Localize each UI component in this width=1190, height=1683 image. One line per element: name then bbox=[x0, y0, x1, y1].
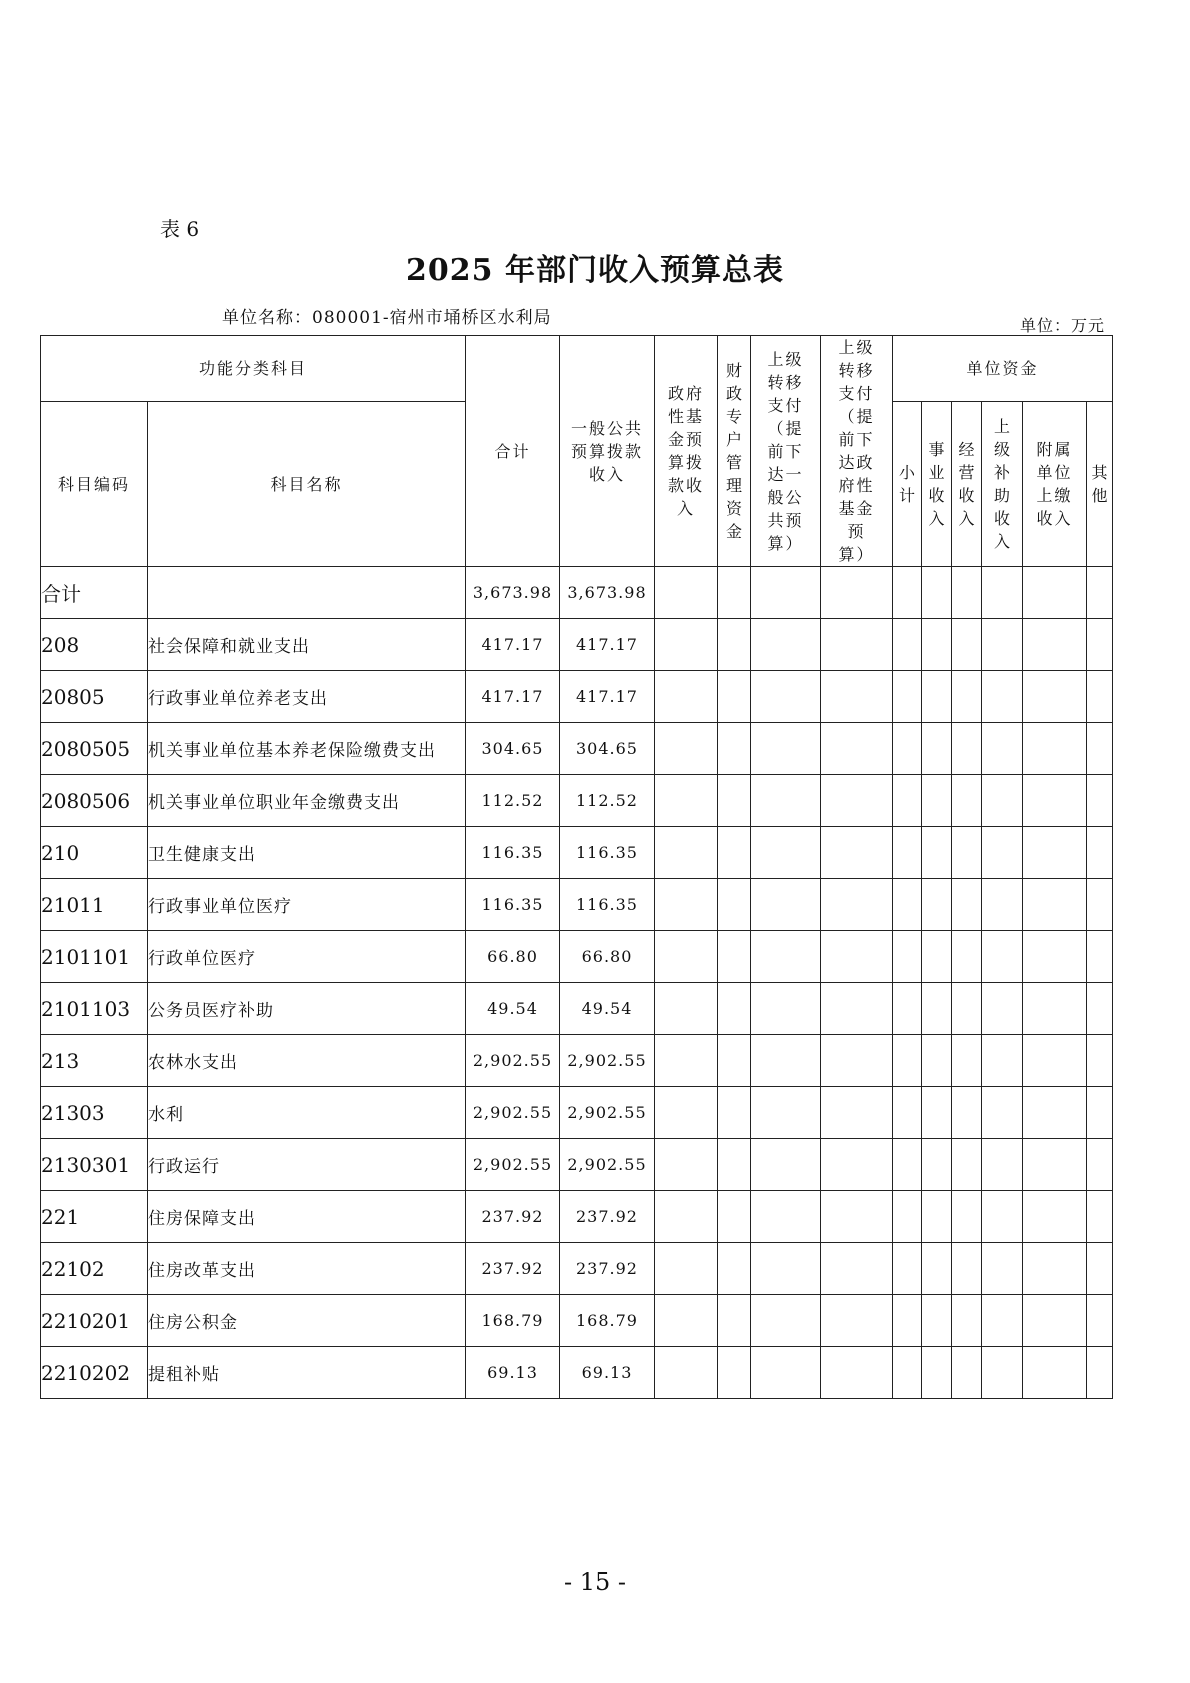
row-general-budget: 3,673.98 bbox=[560, 567, 655, 619]
row-code: 2210202 bbox=[41, 1347, 148, 1399]
empty-cell bbox=[821, 1087, 893, 1139]
row-name: 住房公积金 bbox=[148, 1295, 466, 1347]
row-general-budget: 237.92 bbox=[560, 1243, 655, 1295]
empty-cell bbox=[751, 1347, 821, 1399]
empty-cell bbox=[821, 671, 893, 723]
table-row bbox=[41, 671, 1113, 723]
empty-cell bbox=[982, 983, 1023, 1035]
empty-cell bbox=[982, 619, 1023, 671]
row-total: 417.17 bbox=[466, 619, 560, 671]
empty-cell bbox=[655, 1035, 718, 1087]
empty-cell bbox=[922, 827, 952, 879]
row-code: 210 bbox=[41, 827, 148, 879]
empty-cell bbox=[982, 567, 1023, 619]
row-code: 2101103 bbox=[41, 983, 148, 1035]
empty-cell bbox=[1023, 567, 1087, 619]
header-functional-category: 功能分类科目 bbox=[41, 336, 466, 402]
empty-cell bbox=[982, 671, 1023, 723]
header-other: 其他 bbox=[1087, 402, 1113, 567]
document-title: 2025 年部门收入预算总表 bbox=[406, 253, 784, 288]
table-row bbox=[41, 827, 1113, 879]
empty-cell bbox=[893, 1243, 922, 1295]
empty-cell bbox=[982, 1295, 1023, 1347]
empty-cell bbox=[1087, 1191, 1113, 1243]
header-unit-funds: 单位资金 bbox=[893, 336, 1113, 402]
empty-cell bbox=[893, 931, 922, 983]
row-code: 20805 bbox=[41, 671, 148, 723]
empty-cell bbox=[952, 671, 982, 723]
empty-cell bbox=[893, 879, 922, 931]
empty-cell bbox=[718, 1139, 751, 1191]
empty-cell bbox=[1023, 1087, 1087, 1139]
empty-cell bbox=[982, 1347, 1023, 1399]
unit-name: 单位名称：080001-宿州市埇桥区水利局 bbox=[222, 308, 552, 328]
empty-cell bbox=[982, 775, 1023, 827]
empty-cell bbox=[922, 1243, 952, 1295]
header-total: 合计 bbox=[466, 336, 560, 567]
row-name: 水利 bbox=[148, 1087, 466, 1139]
row-total: 237.92 bbox=[466, 1243, 560, 1295]
empty-cell bbox=[821, 879, 893, 931]
row-total: 66.80 bbox=[466, 931, 560, 983]
row-name: 行政单位医疗 bbox=[148, 931, 466, 983]
header-superior-subsidy: 上级补助收入 bbox=[982, 402, 1023, 567]
empty-cell bbox=[718, 1035, 751, 1087]
row-name: 提租补贴 bbox=[148, 1347, 466, 1399]
empty-cell bbox=[1023, 1035, 1087, 1087]
empty-cell bbox=[1087, 1347, 1113, 1399]
empty-cell bbox=[1087, 827, 1113, 879]
empty-cell bbox=[1023, 827, 1087, 879]
empty-cell bbox=[952, 931, 982, 983]
empty-cell bbox=[821, 723, 893, 775]
empty-cell bbox=[1087, 1295, 1113, 1347]
empty-cell bbox=[922, 879, 952, 931]
header-code: 科目编码 bbox=[41, 402, 148, 567]
row-name: 农林水支出 bbox=[148, 1035, 466, 1087]
empty-cell bbox=[922, 671, 952, 723]
empty-cell bbox=[982, 1243, 1023, 1295]
empty-cell bbox=[655, 1243, 718, 1295]
table-row bbox=[41, 723, 1113, 775]
empty-cell bbox=[1087, 983, 1113, 1035]
empty-cell bbox=[821, 1139, 893, 1191]
empty-cell bbox=[655, 827, 718, 879]
empty-cell bbox=[1023, 983, 1087, 1035]
empty-cell bbox=[1087, 723, 1113, 775]
empty-cell bbox=[718, 619, 751, 671]
empty-cell bbox=[952, 775, 982, 827]
header-operating-income: 经营收入 bbox=[952, 402, 982, 567]
table-row bbox=[41, 1035, 1113, 1087]
row-general-budget: 304.65 bbox=[560, 723, 655, 775]
header-gov-fund: 政府性基金预算拨款收入 bbox=[655, 336, 718, 567]
empty-cell bbox=[718, 983, 751, 1035]
empty-cell bbox=[952, 619, 982, 671]
row-name: 卫生健康支出 bbox=[148, 827, 466, 879]
header-transfer-fund: 上级转移支付（提前下达政府性基金预算） bbox=[821, 336, 893, 567]
empty-cell bbox=[1023, 931, 1087, 983]
empty-cell bbox=[952, 983, 982, 1035]
empty-cell bbox=[1087, 1035, 1113, 1087]
header-subtotal: 小计 bbox=[893, 402, 922, 567]
row-name: 机关事业单位职业年金缴费支出 bbox=[148, 775, 466, 827]
table-row bbox=[41, 1347, 1113, 1399]
empty-cell bbox=[821, 567, 893, 619]
empty-cell bbox=[922, 1347, 952, 1399]
empty-cell bbox=[982, 827, 1023, 879]
row-general-budget: 417.17 bbox=[560, 671, 655, 723]
empty-cell bbox=[982, 723, 1023, 775]
empty-cell bbox=[1023, 879, 1087, 931]
empty-cell bbox=[922, 1035, 952, 1087]
empty-cell bbox=[1087, 775, 1113, 827]
empty-cell bbox=[952, 1139, 982, 1191]
row-total: 116.35 bbox=[466, 827, 560, 879]
currency-unit: 单位：万元 bbox=[1020, 316, 1106, 335]
header-transfer-general: 上级转移支付（提前下达一般公共预算） bbox=[751, 336, 821, 567]
row-name: 公务员医疗补助 bbox=[148, 983, 466, 1035]
empty-cell bbox=[821, 1035, 893, 1087]
empty-cell bbox=[718, 1295, 751, 1347]
row-name: 行政事业单位医疗 bbox=[148, 879, 466, 931]
empty-cell bbox=[751, 1035, 821, 1087]
row-code: 合计 bbox=[41, 567, 148, 619]
empty-cell bbox=[1087, 1087, 1113, 1139]
empty-cell bbox=[718, 879, 751, 931]
empty-cell bbox=[751, 879, 821, 931]
row-code: 22102 bbox=[41, 1243, 148, 1295]
row-name: 行政事业单位养老支出 bbox=[148, 671, 466, 723]
empty-cell bbox=[821, 775, 893, 827]
empty-cell bbox=[751, 723, 821, 775]
row-total: 3,673.98 bbox=[466, 567, 560, 619]
row-name: 机关事业单位基本养老保险缴费支出 bbox=[148, 723, 466, 775]
empty-cell bbox=[718, 827, 751, 879]
table-row bbox=[41, 931, 1113, 983]
empty-cell bbox=[655, 931, 718, 983]
table-row bbox=[41, 775, 1113, 827]
empty-cell bbox=[922, 619, 952, 671]
empty-cell bbox=[952, 723, 982, 775]
empty-cell bbox=[655, 879, 718, 931]
table-row bbox=[41, 1087, 1113, 1139]
empty-cell bbox=[982, 1087, 1023, 1139]
empty-cell bbox=[952, 1243, 982, 1295]
row-general-budget: 237.92 bbox=[560, 1191, 655, 1243]
row-total: 49.54 bbox=[466, 983, 560, 1035]
empty-cell bbox=[952, 1295, 982, 1347]
empty-cell bbox=[952, 567, 982, 619]
empty-cell bbox=[1087, 1139, 1113, 1191]
empty-cell bbox=[655, 1191, 718, 1243]
row-total: 2,902.55 bbox=[466, 1139, 560, 1191]
empty-cell bbox=[952, 879, 982, 931]
empty-cell bbox=[821, 827, 893, 879]
empty-cell bbox=[821, 983, 893, 1035]
row-total: 417.17 bbox=[466, 671, 560, 723]
page-number: - 15 - bbox=[563, 1568, 626, 1596]
row-code: 2080505 bbox=[41, 723, 148, 775]
empty-cell bbox=[655, 1347, 718, 1399]
empty-cell bbox=[893, 1035, 922, 1087]
empty-cell bbox=[1023, 1243, 1087, 1295]
row-general-budget: 116.35 bbox=[560, 879, 655, 931]
empty-cell bbox=[952, 1191, 982, 1243]
row-code: 21011 bbox=[41, 879, 148, 931]
row-general-budget: 417.17 bbox=[560, 619, 655, 671]
empty-cell bbox=[1023, 775, 1087, 827]
empty-cell bbox=[751, 775, 821, 827]
budget-table bbox=[40, 335, 1113, 1399]
empty-cell bbox=[821, 1295, 893, 1347]
empty-cell bbox=[718, 723, 751, 775]
row-total: 304.65 bbox=[466, 723, 560, 775]
row-general-budget: 2,902.55 bbox=[560, 1035, 655, 1087]
table-row bbox=[41, 1295, 1113, 1347]
empty-cell bbox=[1023, 1139, 1087, 1191]
row-general-budget: 69.13 bbox=[560, 1347, 655, 1399]
empty-cell bbox=[718, 1347, 751, 1399]
row-code: 2101101 bbox=[41, 931, 148, 983]
empty-cell bbox=[952, 1035, 982, 1087]
row-general-budget: 116.35 bbox=[560, 827, 655, 879]
table-row bbox=[41, 983, 1113, 1035]
empty-cell bbox=[821, 1191, 893, 1243]
empty-cell bbox=[655, 1139, 718, 1191]
empty-cell bbox=[718, 671, 751, 723]
row-code: 208 bbox=[41, 619, 148, 671]
empty-cell bbox=[718, 931, 751, 983]
empty-cell bbox=[982, 931, 1023, 983]
empty-cell bbox=[1087, 931, 1113, 983]
empty-cell bbox=[893, 775, 922, 827]
empty-cell bbox=[655, 983, 718, 1035]
empty-cell bbox=[655, 619, 718, 671]
empty-cell bbox=[893, 827, 922, 879]
empty-cell bbox=[655, 723, 718, 775]
row-code: 21303 bbox=[41, 1087, 148, 1139]
empty-cell bbox=[893, 1295, 922, 1347]
empty-cell bbox=[922, 1191, 952, 1243]
row-code: 2130301 bbox=[41, 1139, 148, 1191]
empty-cell bbox=[922, 1087, 952, 1139]
row-total: 116.35 bbox=[466, 879, 560, 931]
empty-cell bbox=[893, 1087, 922, 1139]
empty-cell bbox=[922, 983, 952, 1035]
empty-cell bbox=[751, 619, 821, 671]
row-general-budget: 49.54 bbox=[560, 983, 655, 1035]
empty-cell bbox=[952, 1087, 982, 1139]
row-total: 2,902.55 bbox=[466, 1035, 560, 1087]
row-name: 社会保障和就业支出 bbox=[148, 619, 466, 671]
empty-cell bbox=[655, 1087, 718, 1139]
empty-cell bbox=[922, 567, 952, 619]
row-general-budget: 112.52 bbox=[560, 775, 655, 827]
empty-cell bbox=[718, 1087, 751, 1139]
empty-cell bbox=[751, 827, 821, 879]
empty-cell bbox=[655, 567, 718, 619]
empty-cell bbox=[1087, 671, 1113, 723]
empty-cell bbox=[1023, 1347, 1087, 1399]
empty-cell bbox=[821, 1243, 893, 1295]
table-row bbox=[41, 1243, 1113, 1295]
row-general-budget: 2,902.55 bbox=[560, 1139, 655, 1191]
empty-cell bbox=[922, 723, 952, 775]
header-fiscal-special: 财政专户管理资金 bbox=[718, 336, 751, 567]
empty-cell bbox=[893, 1347, 922, 1399]
empty-cell bbox=[922, 1139, 952, 1191]
empty-cell bbox=[952, 827, 982, 879]
empty-cell bbox=[655, 671, 718, 723]
empty-cell bbox=[751, 1191, 821, 1243]
table-row bbox=[41, 567, 1113, 619]
table-row bbox=[41, 1139, 1113, 1191]
row-general-budget: 168.79 bbox=[560, 1295, 655, 1347]
empty-cell bbox=[821, 619, 893, 671]
empty-cell bbox=[982, 1139, 1023, 1191]
empty-cell bbox=[751, 983, 821, 1035]
header-general-budget: 一般公共预算拨款收入 bbox=[560, 336, 655, 567]
empty-cell bbox=[751, 1243, 821, 1295]
empty-cell bbox=[1023, 1191, 1087, 1243]
empty-cell bbox=[718, 775, 751, 827]
empty-cell bbox=[718, 567, 751, 619]
row-total: 237.92 bbox=[466, 1191, 560, 1243]
empty-cell bbox=[982, 1191, 1023, 1243]
empty-cell bbox=[893, 1191, 922, 1243]
header-business-income: 事业收入 bbox=[922, 402, 952, 567]
empty-cell bbox=[893, 567, 922, 619]
table-row bbox=[41, 1191, 1113, 1243]
row-total: 69.13 bbox=[466, 1347, 560, 1399]
empty-cell bbox=[821, 1347, 893, 1399]
row-total: 168.79 bbox=[466, 1295, 560, 1347]
row-code: 221 bbox=[41, 1191, 148, 1243]
empty-cell bbox=[952, 1347, 982, 1399]
row-name bbox=[148, 567, 466, 619]
empty-cell bbox=[1023, 619, 1087, 671]
row-total: 112.52 bbox=[466, 775, 560, 827]
empty-cell bbox=[982, 1035, 1023, 1087]
table-label: 表 6 bbox=[160, 217, 200, 241]
empty-cell bbox=[751, 931, 821, 983]
empty-cell bbox=[1023, 671, 1087, 723]
row-total: 2,902.55 bbox=[466, 1087, 560, 1139]
empty-cell bbox=[751, 1295, 821, 1347]
row-general-budget: 66.80 bbox=[560, 931, 655, 983]
empty-cell bbox=[655, 1295, 718, 1347]
empty-cell bbox=[922, 1295, 952, 1347]
empty-cell bbox=[751, 671, 821, 723]
table-row bbox=[41, 619, 1113, 671]
empty-cell bbox=[893, 983, 922, 1035]
empty-cell bbox=[751, 1139, 821, 1191]
empty-cell bbox=[1023, 723, 1087, 775]
row-name: 行政运行 bbox=[148, 1139, 466, 1191]
row-code: 2080506 bbox=[41, 775, 148, 827]
row-general-budget: 2,902.55 bbox=[560, 1087, 655, 1139]
empty-cell bbox=[751, 1087, 821, 1139]
empty-cell bbox=[718, 1243, 751, 1295]
row-name: 住房改革支出 bbox=[148, 1243, 466, 1295]
empty-cell bbox=[893, 671, 922, 723]
header-affiliated-income: 附属单位上缴收入 bbox=[1023, 402, 1087, 567]
empty-cell bbox=[1087, 1243, 1113, 1295]
empty-cell bbox=[655, 775, 718, 827]
empty-cell bbox=[1087, 879, 1113, 931]
empty-cell bbox=[893, 619, 922, 671]
row-code: 2210201 bbox=[41, 1295, 148, 1347]
empty-cell bbox=[1087, 567, 1113, 619]
empty-cell bbox=[821, 931, 893, 983]
empty-cell bbox=[893, 1139, 922, 1191]
empty-cell bbox=[751, 567, 821, 619]
row-code: 213 bbox=[41, 1035, 148, 1087]
empty-cell bbox=[922, 775, 952, 827]
empty-cell bbox=[982, 879, 1023, 931]
empty-cell bbox=[922, 931, 952, 983]
empty-cell bbox=[718, 1191, 751, 1243]
empty-cell bbox=[1023, 1295, 1087, 1347]
empty-cell bbox=[1087, 619, 1113, 671]
header-name: 科目名称 bbox=[148, 402, 466, 567]
table-row bbox=[41, 879, 1113, 931]
row-name: 住房保障支出 bbox=[148, 1191, 466, 1243]
empty-cell bbox=[893, 723, 922, 775]
